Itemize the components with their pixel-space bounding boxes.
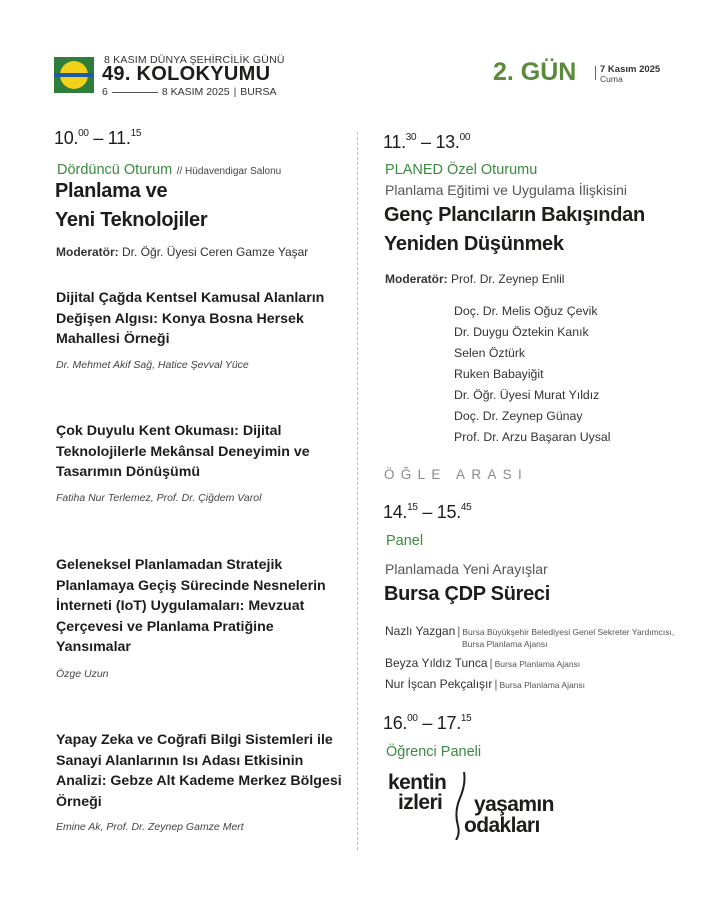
day-weekday: Cuma xyxy=(600,74,623,84)
day-date: 7 Kasım 2025 xyxy=(600,64,661,75)
speaker-row: Nur İşcan Pekçalışır | Bursa Planlama Ajansı xyxy=(385,677,586,691)
day-label: 2. GÜN xyxy=(493,58,577,86)
speaker-org: Bursa Planlama Ajansı xyxy=(499,680,586,690)
s1-title-line1: Genç Plancıların Bakışından xyxy=(384,204,645,226)
s1-members xyxy=(454,301,611,448)
s2-session-name: Panel xyxy=(386,533,424,549)
s2-title: Bursa ÇDP Süreci xyxy=(384,583,551,605)
s3-time: 16.00 – 17.15 xyxy=(383,713,472,733)
paper-authors-3: Özge Uzun xyxy=(56,668,109,680)
date-start: 6 xyxy=(102,86,108,98)
member: Dr. Öğr. Üyesi Murat Yıldız xyxy=(454,388,600,402)
member: Doç. Dr. Zeynep Günay xyxy=(454,409,583,423)
logo-slash-icon xyxy=(450,770,470,840)
session-name-row xyxy=(57,161,281,179)
s1-time: 11.30 – 13.00 xyxy=(383,132,471,152)
event-dates xyxy=(102,86,276,98)
s1-subtitle: Planlama Eğitimi ve Uygulama İlişkisini xyxy=(385,182,627,198)
date-separator: | xyxy=(233,86,237,98)
session-title-line1: Planlama ve xyxy=(55,180,168,202)
paper-authors-2: Fatiha Nur Terlemez, Prof. Dr. Çiğdem Varol xyxy=(56,492,262,504)
session-name: Dördüncü Oturum xyxy=(57,162,173,178)
lunch-break: ÖĞLE ARASI xyxy=(384,467,529,482)
speaker-name: Nazlı Yazgan xyxy=(385,624,456,638)
session-venue: // Hüdavendigar Salonu xyxy=(176,166,282,177)
s2-subtitle: Planlamada Yeni Arayışlar xyxy=(385,561,548,577)
event-location: BURSA xyxy=(240,86,277,98)
paper-title-4: Yapay Zeka ve Coğrafi Bilgi Sistemleri ile Sanayi Alanlarının Isı Adası Etkisinin Analizi: Gebze Alt Kademe Merkez Bölgesi Örneği xyxy=(56,732,342,810)
s1-moderator: Moderatör: Prof. Dr. Zeynep Enlil xyxy=(385,272,565,286)
speaker-org-line2: Bursa Planlama Ajansı xyxy=(462,639,548,649)
s1-session-name: PLANED Özel Oturumu xyxy=(385,162,538,178)
speaker-org: Bursa Planlama Ajansı xyxy=(494,659,581,669)
session-title-line2: Yeni Teknolojiler xyxy=(55,209,208,231)
speaker-org: Bursa Büyükşehir Belediyesi Genel Sekreter Yardımcısı, xyxy=(462,627,675,637)
day-divider xyxy=(595,66,596,80)
paper-title-1: Dijital Çağda Kentsel Kamusal Alanların Değişen Algısı: Konya Bosna Hersek Mahallesi Örneği xyxy=(56,290,325,347)
date-end: 8 KASIM 2025 xyxy=(161,86,230,98)
paper-authors-4: Emine Ak, Prof. Dr. Zeynep Gamze Mert xyxy=(56,821,244,833)
event-top-line: 8 KASIM DÜNYA ŞEHİRCİLİK GÜNÜ xyxy=(104,54,285,66)
member: Prof. Dr. Arzu Başaran Uysal xyxy=(454,430,611,444)
paper-title-3: Geleneksel Planlamadan Stratejik Planlamaya Geçiş Sürecinde Nesnelerin İnterneti (IoT) Uygulamaları: Mevzuat Çerçevesi ve Planlama Pratiğine Yansımalar xyxy=(56,557,326,655)
s1-title-line2: Yeniden Düşünmek xyxy=(384,233,564,255)
date-rule xyxy=(112,92,158,93)
speaker-name: Beyza Yıldız Tunca xyxy=(385,656,488,670)
session-time: 10.00 – 11.15 xyxy=(54,128,142,148)
paper-authors-1: Dr. Mehmet Akif Sağ, Hatice Şevval Yüce xyxy=(56,359,249,371)
member: Selen Öztürk xyxy=(454,346,526,360)
speaker-name: Nur İşcan Pekçalışır xyxy=(385,677,493,691)
column-divider xyxy=(357,132,358,850)
s3-session-name: Öğrenci Paneli xyxy=(386,744,482,760)
member: Doç. Dr. Melis Oğuz Çevik xyxy=(454,304,598,318)
student-panel-logo: kentin izleri yaşamın odakları xyxy=(388,770,578,840)
speaker-row: Beyza Yıldız Tunca | Bursa Planlama Ajansı xyxy=(385,656,581,670)
member: Dr. Duygu Öztekin Kanık xyxy=(454,325,589,339)
moderator: Moderatör: Dr. Öğr. Üyesi Ceren Gamze Yaşar xyxy=(56,245,309,259)
event-logo-icon xyxy=(54,57,94,93)
paper-title-2: Çok Duyulu Kent Okuması: Dijital Teknolojilerle Mekânsal Deneyimin ve Tasarımın Dönüşümü xyxy=(56,423,310,480)
speaker-row: Nazlı Yazgan | Bursa Büyükşehir Belediyesi Genel Sekreter Yardımcısı, xyxy=(385,624,675,638)
member: Ruken Babayiğit xyxy=(454,367,544,381)
event-title: 49. KOLOKYUMU xyxy=(102,63,271,85)
s2-time: 14.15 – 15.45 xyxy=(383,502,472,522)
